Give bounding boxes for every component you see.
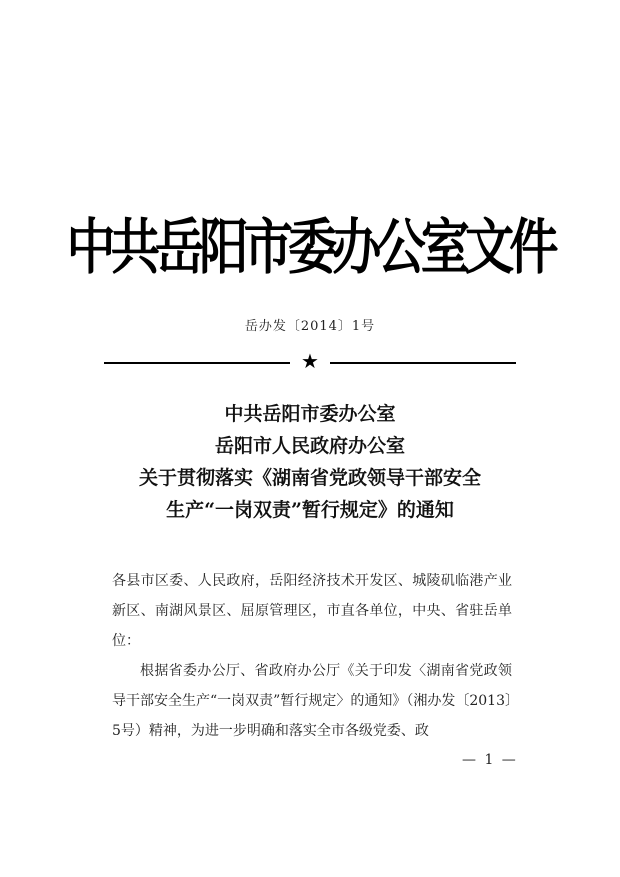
page-number: — 1 — bbox=[462, 752, 518, 768]
document-header-title: 中共岳阳市委办公室文件 bbox=[66, 213, 554, 283]
title-line: 生产“一岗双责”暂行规定》的通知 bbox=[166, 499, 454, 521]
document-number: 岳办发〔2014〕1号 bbox=[244, 319, 376, 334]
header-divider bbox=[104, 349, 516, 373]
addressees-paragraph: 各县市区委、人民政府，岳阳经济技术开发区、城陵矶临港产业新区、南湖风景区、屈原管理区，市直各单位，中央、省驻岳单位： bbox=[112, 573, 512, 649]
star-icon: ★ bbox=[301, 349, 319, 373]
title-line: 岳阳市人民政府办公室 bbox=[214, 435, 405, 457]
title-line: 关于贯彻落实《湖南省党政领导干部安全 bbox=[138, 467, 481, 489]
document-body bbox=[112, 566, 512, 746]
body-paragraph: 根据省委办公厅、省政府办公厅《关于印发〈湖南省党政领导干部安全生产“一岗双责”暂行规定〉的通知》（湘办发〔2013〕5号）精神，为进一步明确和落实全市各级党委、政 bbox=[112, 663, 512, 739]
divider-line-left bbox=[104, 362, 290, 364]
title-line: 中共岳阳市委办公室 bbox=[224, 403, 396, 425]
divider-line-right bbox=[330, 362, 516, 364]
notice-title bbox=[0, 398, 620, 526]
